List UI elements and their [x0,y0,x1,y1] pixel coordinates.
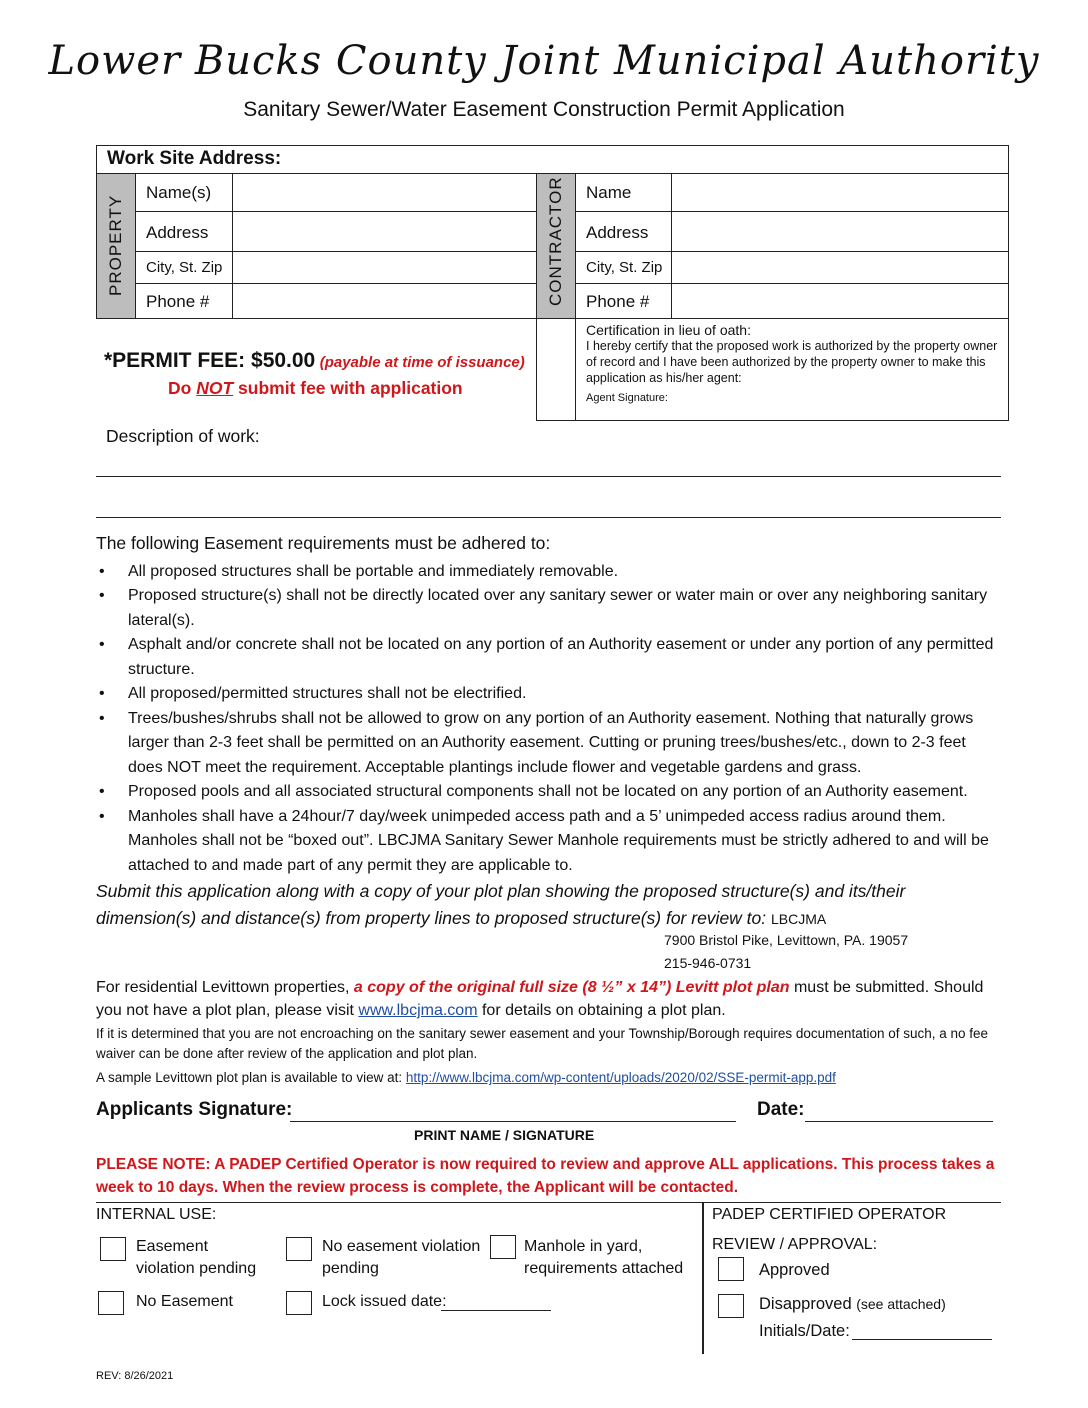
permit-fee-label: *PERMIT FEE: $50.00 [104,349,316,372]
contractor-address-label: Address [586,223,649,242]
levittown-post2: for details on obtaining a plot plan. [477,1002,726,1019]
waiver-text: If it is determined that you are not encroaching on the sanitary sewer easement and your Township/Borough requires documentation of such, a no fee waiver can be done after review of the application and plot plan. [96,1026,989,1061]
sample-pre: A sample Levittown plot plan is available to view at: [96,1070,406,1085]
property-section-label [96,173,136,319]
certification-title: Certification in lieu of oath: [586,322,751,338]
list-item: • Asphalt and/or concrete shall not be located on any portion of an Authority easement or under any portion of any permitted structure. [99,636,994,678]
lock-issued-date-input[interactable] [441,1310,551,1311]
certification-text: I hereby certify that the proposed work is authorized by the property owner of record and I have been authorized by the property owner to make this application as his/her agent: [586,339,998,385]
contractor-city-label: City, St. Zip [586,259,663,276]
print-name-label: PRINT NAME / SIGNATURE [414,1127,595,1143]
description-label: Description of work: [106,426,260,446]
padep-subtitle: REVIEW / APPROVAL: [712,1236,878,1253]
manhole-checkbox[interactable] [490,1235,516,1259]
applicant-signature-input[interactable] [290,1121,736,1122]
easement-violation-label: Easement violation pending [136,1238,257,1277]
requirements-intro: The following Easement requirements must be adhered to: [96,533,551,553]
lbcjma-link[interactable]: www.lbcjma.com [358,1002,478,1019]
approved-checkbox[interactable] [718,1257,744,1281]
permit-fee-line [104,349,525,373]
description-line-2[interactable] [96,517,1001,518]
disapproved-checkbox[interactable] [718,1294,744,1318]
property-phone-input[interactable] [234,285,535,318]
submit-org: LBCJMA [771,911,827,927]
contractor-phone-input[interactable] [673,285,1007,318]
list-item: • Manholes shall have a 24hour/7 day/week unimpeded access path and a 5’ unimpeded access radius around them. Manholes shall not be “boxed out”. LBCJMA Sanitary Sewer Manhole requirements must be strictly adhered to and will be attached to and made part of any permit they are applicable to. [99,807,989,874]
list-item: • All proposed/permitted structures shall not be electrified. [99,685,527,702]
submit-instructions [96,878,996,933]
property-city-input[interactable] [234,253,535,282]
list-item: • Proposed structure(s) shall not be directly located over any sanitary sewer or water main or over any neighboring sanitary lateral(s). [99,587,988,629]
fee-warning-pre: Do [168,378,197,398]
submit-text: Submit this application along with a copy of your plot plan showing the proposed structure(s) and its/their dimension(s) and distance(s) from property lines to proposed structure(s) for review to: [96,881,906,928]
padep-notice: PLEASE NOTE: A PADEP Certified Operator is now required to review and approve ALL applications. This process takes a week to 10 days. When the review process is complete, the Applicant will be contacted. [96,1156,995,1196]
padep-title: PADEP CERTIFIED OPERATOR [712,1206,947,1223]
date-label: Date: [757,1099,805,1120]
requirements-list [96,560,996,879]
no-easement-violation-label: No easement violation pending [322,1238,481,1277]
property-phone-label: Phone # [146,292,210,311]
levittown-post: must be submitted. Should you not have a plot plan, please visit [96,979,984,1019]
property-address-label: Address [146,223,209,242]
sample-plot-link[interactable]: http://www.lbcjma.com/wp-content/uploads/2020/02/SSE-permit-app.pdf [405,1070,836,1085]
levittown-pre: For residential Levittown properties, [96,979,354,996]
description-line-1[interactable] [96,476,1001,477]
property-city-label: City, St. Zip [146,259,223,276]
form-subtitle: Sanitary Sewer/Water Easement Construction Permit Application [243,98,845,121]
contractor-address-input[interactable] [673,213,1007,250]
no-easement-label: No Easement [136,1293,233,1310]
levittown-red-text: a copy of the original full size (8 ½” x 14”) Levitt plot plan [353,979,790,996]
fee-warning-post: submit fee with application [233,378,463,398]
initials-date-label: Initials/Date: [759,1322,850,1340]
list-item: • Proposed pools and all associated structural components shall not be located on any portion of an Authority easement. [99,783,968,800]
applicant-signature-label: Applicants Signature: [96,1099,293,1120]
fee-warning [168,378,463,399]
fee-warning-not: NOT [196,378,234,398]
contractor-city-input[interactable] [673,253,1007,282]
contractor-name-label: Name [586,183,632,202]
contractor-section-label [536,173,576,319]
no-easement-checkbox[interactable] [98,1291,124,1315]
property-label-text: PROPERTY [106,194,125,296]
lock-issued-label: Lock issued date: [322,1293,447,1310]
internal-use-title: INTERNAL USE: [96,1206,217,1223]
lock-issued-checkbox[interactable] [286,1291,312,1315]
permit-fee-note: (payable at time of issuance) [319,354,525,371]
disapproved-note: (see attached) [856,1296,946,1312]
property-address-input[interactable] [234,213,535,250]
contractor-name-input[interactable] [673,175,1007,210]
certification-gray-spacer [536,318,576,421]
property-name-label: Name(s) [146,183,212,202]
agent-signature-label: Agent Signature: [586,392,668,404]
internal-divider [702,1202,704,1354]
disapproved-line [759,1295,946,1314]
worksite-label: Work Site Address: [107,148,282,169]
date-input[interactable] [805,1121,993,1122]
revision-date: REV: 8/26/2021 [96,1370,174,1382]
initials-date-input[interactable] [852,1339,992,1340]
worksite-row [96,145,1009,174]
no-easement-violation-checkbox[interactable] [286,1237,312,1261]
list-item: • Trees/bushes/shrubs shall not be allowed to grow on any portion of an Authority easement. Nothing that naturally grows larger than 2-3 feet shall be permitted on an Authority easement. Cutting or pruning trees/bushes/etc., down to 2-3 feet does NOT meet the requirement. Acceptable plantings include flower and vegetable gardens and grass. [99,709,974,776]
easement-violation-checkbox[interactable] [100,1237,126,1261]
property-name-input[interactable] [234,175,535,210]
authority-title: Lower Bucks County Joint Municipal Authority [48,38,1040,84]
levittown-paragraph [96,976,996,1022]
contractor-label-text: CONTRACTOR [546,176,565,306]
agent-signature-input[interactable] [680,400,1000,418]
internal-top-rule [96,1202,1001,1203]
requirements-section [96,531,996,878]
submit-phone: 215-946-0731 [664,955,752,971]
disapproved-label: Disapproved [759,1295,852,1313]
list-item: • All proposed structures shall be portable and immediately removable. [99,562,619,580]
sample-plot-line [96,1068,996,1088]
manhole-label: Manhole in yard, requirements attached [524,1238,684,1277]
approved-label: Approved [759,1261,830,1279]
contractor-phone-label: Phone # [586,292,650,311]
submit-address: 7900 Bristol Pike, Levittown, PA. 19057 [664,932,909,948]
